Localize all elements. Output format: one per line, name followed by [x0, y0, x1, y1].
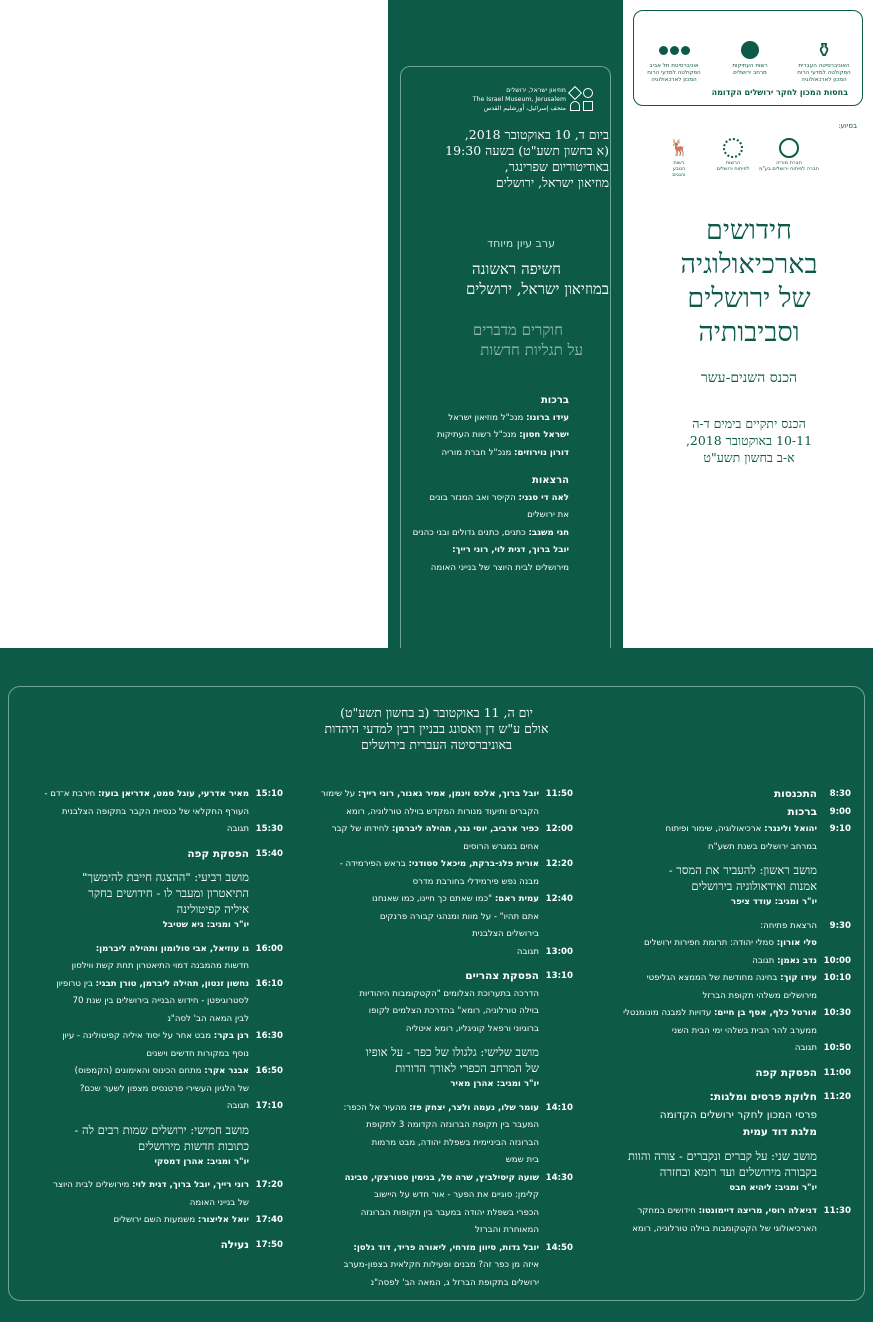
special-evening-label: ערב עיון מיוחד	[487, 237, 555, 250]
program-line: פרסי המכון לחקר ירושלים הקדומה	[659, 1108, 817, 1121]
program-description	[605, 1065, 817, 1083]
program-line	[605, 1089, 817, 1107]
program-line: של בנייני האומה	[189, 1197, 249, 1208]
ibex-icon: 🦌	[669, 138, 689, 157]
program-line	[317, 1170, 539, 1188]
program-description	[23, 1237, 249, 1255]
lecture-line: לאה די סגני: הקיסר ואב המנזר בונים	[429, 492, 569, 503]
program-description	[605, 1040, 817, 1058]
session-chair: יו"ר ומגיב: גיא שטיבל	[162, 920, 249, 930]
jda-icon	[723, 138, 743, 158]
support-label: בסיוע:	[838, 122, 857, 130]
program-line: חדשות מהמבנה דמוי התיאטרון תחת קשת ווילסון	[71, 961, 249, 971]
program-line	[317, 968, 539, 986]
program-item	[605, 970, 851, 1005]
program-line	[317, 856, 539, 874]
talk-title: בין טרופיון	[56, 978, 96, 989]
program-description	[605, 1203, 817, 1238]
program-item	[23, 1177, 283, 1212]
speaker-names: יהואל ולינגר:	[764, 824, 817, 834]
program-description	[605, 1005, 817, 1040]
talk-title: הרצאת פתיחה:	[760, 920, 817, 931]
program-line	[23, 1028, 249, 1046]
sponsorship-caption: בחסות המכון לחקר ירושלים הקדומה	[711, 88, 848, 97]
tel-aviv-university-logo: אוניברסיטת תל אביב הפקולטה למדעי הרוח המכון לארכאולוגיה	[638, 39, 710, 84]
session-title-line: איליה קפיטולינה	[176, 902, 249, 916]
session-title-line: בקבורה מירושלים ועד רומא ובחזרה	[659, 1164, 817, 1179]
program-time: 12:40	[545, 894, 573, 904]
session-title-line: כתובות חדשות מירושלים	[138, 1138, 249, 1153]
program-time: 15:30	[255, 824, 283, 834]
program-line: ירושלים בתקופת הברזל ג, המאה הב' לפסה"נ	[370, 1277, 539, 1288]
day-heading: יום ה, 11 באוקטובר (ב בחשון תשע"ט) אולם ע"ש דן וואסונג בבניין רבין למדעי היהדות באוניברסיטה העברית בירושלים	[324, 705, 549, 752]
program-description	[317, 821, 539, 856]
program-time: 17:20	[255, 1180, 283, 1190]
program-line: של הלגיון העשירי פרטנסיס מצפון לשער שכם?	[79, 1083, 249, 1094]
program-item	[23, 976, 283, 1029]
speaker-names: אבנר אקר:	[204, 1066, 249, 1076]
program-item	[317, 1100, 573, 1170]
conference-dates: הכנס יתקיים בימים ד-ה 10-11 באוקטובר 2018, א-ב בחשון תשע"ט	[685, 416, 813, 465]
program-time: 13:00	[545, 946, 573, 957]
talk-title: סמלי יהודה: תרומת חפירות ירושלים	[643, 938, 777, 948]
speaker-names: כפיר ארביב, יוסי נגר, תהילה ליברמן:	[391, 824, 539, 834]
program-line: ממערב להר הבית בשלהי ימי הבית השני	[671, 1025, 817, 1036]
program-time: 13:10	[545, 971, 573, 981]
program-description	[317, 891, 539, 944]
lectures-heading: הרצאות	[532, 475, 569, 486]
program-line	[605, 918, 817, 936]
antiquities-authority-logo: רשות העתיקות מרחב ירושלים	[714, 39, 786, 77]
program-line	[317, 1100, 539, 1118]
program-time: 11:50	[545, 789, 573, 799]
program-time: 17:10	[255, 1101, 283, 1111]
program-line	[23, 976, 249, 994]
program-item	[23, 1063, 283, 1098]
greeting-line: ישראל חסון: מנכ"ל רשות העתיקות	[436, 430, 569, 440]
speaker-names: מאיר אדרעי, עוגל סמט, אדריאן בועז:	[97, 789, 249, 799]
speaker-names: עמית ראם:	[494, 894, 539, 904]
program-item	[605, 804, 851, 822]
huji-candle-icon: ⚱	[815, 37, 833, 62]
session-title-line: מושב שני: על קברים ונקברים - צורה והוות	[627, 1148, 817, 1163]
program-time: 10:10	[823, 973, 851, 983]
program-line	[605, 804, 817, 822]
host-logos-box	[633, 10, 863, 106]
program-time: 11:20	[823, 1092, 851, 1102]
program-item	[605, 953, 851, 971]
talk-title: נעילה	[220, 1238, 249, 1251]
program-time: 10:30	[823, 1008, 851, 1018]
speaker-names: יואל אליצור:	[197, 1215, 249, 1225]
lectures-section	[399, 472, 569, 577]
speaker-names: רוני רייך, יובל ברוך, דגית לוי:	[132, 1180, 249, 1190]
talk-title: הפסקת קפה	[187, 847, 249, 860]
program-description	[605, 804, 817, 822]
program-line: איזה מן כפר זה? מבנים ופעילות חקלאית בצפון-מערב	[343, 1260, 539, 1270]
program-line: קלימן: סוגיים את הפער - אור חדש על היישוב	[374, 1190, 539, 1200]
program-description	[23, 846, 249, 864]
session-title-line: מושב שלישי: גלגולו של כפר - על אופיו	[365, 1045, 539, 1059]
program-description	[23, 976, 249, 1029]
program-item	[317, 856, 573, 891]
conference-title: חידושים בארכיאולוגיה של ירושלים וסביבותיה	[680, 215, 818, 348]
program-line	[605, 1005, 817, 1023]
program-line	[605, 1040, 817, 1058]
program-description	[317, 1240, 539, 1293]
program-line: הברונזה הביניימית בשפלת יהודה, מבט מרמות	[371, 1137, 539, 1148]
program-time: 16:30	[255, 1031, 283, 1041]
session-heading	[317, 1044, 573, 1094]
program-line: אחים במגרש הרוסים	[463, 841, 539, 852]
program-line	[23, 821, 249, 839]
session-chair: יו"ר ומגיב: עודד ציפר	[730, 897, 817, 907]
talk-title: "כמו שאתם כך חיינו, כמו שאנחנו	[372, 894, 495, 904]
speaker-names: יובל גדות, סיוון מזרחי, ליאורה פריד, דוד גלסן:	[353, 1242, 539, 1253]
talk-title: מירושלים לבית היוצר	[53, 1180, 133, 1190]
talk-title: חלוקת פרסים ומלגות:	[709, 1091, 817, 1103]
program-column-right	[605, 786, 851, 1238]
program-time	[817, 935, 851, 953]
greeting-line: עידו ברונו: מנכ"ל מוזיאון ישראל	[448, 412, 569, 423]
greetings-heading: ברכות	[540, 395, 569, 406]
program-line	[317, 1240, 539, 1258]
program-line	[605, 935, 817, 953]
program-time: 14:10	[545, 1102, 573, 1113]
program-line	[605, 1065, 817, 1083]
program-column-left	[23, 786, 283, 1254]
session-title-line: התיאטרון ומעבר לו - חידושים בחקר	[88, 886, 249, 900]
spacer	[23, 839, 283, 846]
lecture-line: מירושלים לבית היוצר של בנייני האומה	[430, 562, 569, 573]
program-description	[317, 786, 539, 821]
program-line: במרחב ירושלים בשנת תשע"ח	[708, 841, 817, 852]
program-time: 9:30	[829, 920, 851, 931]
program-line: הדרכה בתערוכת הצלומים "הקטקומבות היהודיות	[359, 988, 539, 999]
talk-title: בחינה מחודשת של הממצא הגליפטי	[646, 973, 781, 983]
talk-title: ברכות	[787, 805, 817, 818]
program-line	[317, 944, 539, 962]
program-description	[317, 968, 539, 1038]
program-time: 17:40	[255, 1215, 283, 1225]
program-item	[23, 821, 283, 839]
program-time: 17:50	[255, 1239, 283, 1250]
program-panel	[0, 648, 873, 1322]
museum-logo-text: מוזיאון ישראל, ירושלים The Israel Museum, Jerusalem متحف إسرائيل، أورشليم القدس	[472, 87, 566, 112]
program-line: העורף החקלאי של כנסיית הקבר בתקופה הצלבנית	[61, 806, 249, 817]
session-title-line: מושב חמישי: ירושלים שמות רבים לה -	[74, 1122, 249, 1137]
speaker-names: אורטל כלף, אסף בן חיים:	[714, 1008, 817, 1018]
speaker-names: יובל ברוך, אלכס וינמן, אמיר גאנור, רוני רייך:	[357, 789, 539, 799]
program-description	[317, 856, 539, 891]
spacer	[605, 1058, 851, 1065]
talk-title: מהעיר אל הכפר:	[343, 1102, 410, 1113]
program-description	[317, 1170, 539, 1240]
conference-subtitle: הכנס השנים-עשר	[700, 370, 798, 386]
program-line	[605, 786, 817, 804]
program-description	[605, 821, 817, 856]
talk-title: בראש הפירמידה -	[339, 859, 409, 869]
program-item	[23, 1237, 283, 1255]
program-line: הקברים ותיעוד מנורות המקדש בוילה טורלוניה, רומא	[346, 806, 539, 817]
program-description	[23, 1212, 249, 1230]
program-description	[23, 1063, 249, 1098]
session-title-line: מושב רביעי: "ההצגה חייבת להימשך"	[82, 870, 249, 884]
talk-title: תגובה	[794, 1043, 817, 1053]
speaker-names: עומר שלו, נעמה ולצר, יצחק פז:	[409, 1102, 539, 1113]
program-item	[605, 1065, 851, 1083]
program-description	[23, 1098, 249, 1116]
lecture-line: את ירושלים	[527, 510, 569, 520]
talk-title: על שימור	[321, 789, 358, 799]
program-time: 15:40	[255, 848, 283, 859]
program-line: הכפרי בשפלת יהודה במעבר בין תקופות הברונזה	[360, 1207, 539, 1218]
lecture-line: יובל ברוך, דגית לוי, רוני רייך:	[452, 545, 569, 555]
program-item	[317, 821, 573, 856]
program-item	[605, 1005, 851, 1040]
program-description	[605, 935, 817, 953]
program-line: לסטרוגיפטן - חידוש הבנייה בירושלים בין שנת 70	[72, 996, 249, 1006]
program-time: 10:50	[823, 1043, 851, 1053]
program-column-middle	[317, 786, 573, 1292]
greetings-section	[399, 392, 569, 462]
speaker-names: סלי אורון:	[776, 938, 817, 948]
researchers-subtitle: חוקרים מדברים על תגליות חדשות	[472, 321, 583, 359]
program-description	[23, 786, 249, 821]
spacer	[23, 1230, 283, 1237]
talk-title: תגובה	[752, 955, 778, 966]
program-line	[23, 1063, 249, 1081]
program-item	[23, 786, 283, 821]
spacer	[605, 1082, 851, 1089]
talk-title: לחידתו של קבר	[331, 824, 392, 834]
program-line: המאוחרת והברזל	[474, 1225, 539, 1235]
program-time: 12:20	[545, 859, 573, 869]
program-line: אתם תהיו" - על מוות ומנהגי קבורה פרנקים	[379, 911, 539, 922]
talk-title: תגובה	[226, 1101, 249, 1111]
program-line: מירושלים משלהי תקופת הברזל	[702, 990, 817, 1001]
talk-title: התכנסות	[773, 788, 817, 800]
program-line	[317, 821, 539, 839]
tau-circles-icon	[638, 39, 710, 61]
supporter-logos	[649, 138, 849, 178]
program-line	[23, 1177, 249, 1195]
program-time: 14:50	[545, 1242, 573, 1253]
program-line	[605, 970, 817, 988]
session-heading	[605, 862, 851, 912]
nature-parks-logo: 🦌 רשות הטבע והגנים	[669, 138, 689, 178]
program-time: 10:00	[823, 955, 851, 966]
session-chair: יו"ר ומגיב: אהרן מאיר	[450, 1079, 539, 1089]
program-item	[23, 941, 283, 976]
speaker-names: עידו קוך:	[780, 973, 817, 983]
museum-mark-icon	[570, 88, 596, 114]
program-time: 16:50	[255, 1066, 283, 1076]
program-line	[23, 1237, 249, 1255]
talk-title: הפסקת קפה	[755, 1066, 817, 1079]
speaker-names: דניאלה רוסי, מריצה דיימונטו:	[698, 1206, 817, 1216]
program-description	[23, 941, 249, 976]
talk-title: עדויות למבנה מונומנטלי	[623, 1008, 714, 1018]
program-time: 11:00	[823, 1067, 851, 1078]
talk-title: משמעות השם ירושלים	[113, 1215, 198, 1225]
talk-title: מתחם הכינוס והאימונים (הקמפוס)	[74, 1066, 205, 1076]
program-line	[317, 891, 539, 909]
program-line	[23, 1212, 249, 1230]
program-time: 9:00	[829, 806, 851, 817]
talk-title: תגובה	[226, 824, 249, 834]
talk-title: מבט אחר על יסוד איליה קפיטולינה - עיון	[62, 1031, 214, 1041]
program-time: 8:30	[829, 789, 851, 799]
program-description	[605, 1089, 817, 1142]
cover-panel	[623, 0, 873, 648]
speaker-names: שועה קיסילביץ, שרה סל, בנימין סטורצקי, סבינה	[344, 1172, 539, 1183]
program-line	[605, 953, 817, 971]
program-description	[605, 953, 817, 971]
program-description	[605, 970, 817, 1005]
program-item	[605, 935, 851, 953]
talk-title: הפסקת צהריים	[465, 970, 539, 982]
moriah-icon	[779, 138, 799, 158]
program-item	[317, 1170, 573, 1240]
antiquities-emblem-icon	[714, 39, 786, 61]
program-line: מבנה נפש פירמידלי בחורבת מדרס	[412, 876, 539, 887]
program-time: 15:10	[255, 789, 283, 799]
program-time: 9:10	[829, 824, 851, 834]
session-title-line: של המרחב הכפרי לאורך הדורות	[395, 1061, 539, 1075]
program-time: 12:00	[545, 824, 573, 834]
program-line: הארכיאולוגי של הקטקומבות בוילה טורלוניה, רומא	[632, 1223, 817, 1234]
session-chair: יו"ר ומגיב: אהרן דמסקי	[154, 1156, 249, 1167]
greeting-line: דורון נוירוזים: מנכ"ל חברת מוריה	[441, 447, 569, 458]
program-item	[317, 891, 573, 944]
talk-title: חירבת א־דם -	[44, 789, 98, 799]
session-heading	[23, 1122, 283, 1172]
speaker-names: אורית פלג-ברקת, מיכאל סטודני:	[408, 859, 539, 869]
program-time: 14:30	[545, 1172, 573, 1183]
program-line: לבין המאה הב' לסה"נ	[167, 1013, 249, 1024]
speaker-names: נחשון זנטון, תהילה ליברמן, טורן תבגי:	[95, 978, 249, 989]
speaker-names: גו עוזיאל, אבי סולומון ותהילה ליברמן:	[95, 943, 249, 954]
speaker-names: נדב נאמן:	[777, 955, 817, 966]
program-line	[605, 1203, 817, 1221]
session-heading	[23, 869, 283, 935]
spacer	[317, 961, 573, 968]
program-item	[605, 1089, 851, 1142]
session-title-line: אמנות ואידאולוגיה בירושלים	[691, 879, 817, 893]
program-item	[317, 786, 573, 821]
program-line: בירושלים הצלבנית	[472, 929, 539, 939]
program-description	[605, 786, 817, 804]
program-line	[23, 846, 249, 864]
host-logos	[634, 39, 864, 89]
program-time: 16:00	[255, 943, 283, 954]
program-line	[23, 1098, 249, 1116]
program-line: ברוגיוני ורפאל קוניגליו, רומא איטליה	[405, 1023, 539, 1034]
program-item	[23, 846, 283, 864]
program-line	[317, 786, 539, 804]
program-line: בית שמש	[505, 1155, 539, 1165]
speaker-names: רנן בקר:	[213, 1031, 249, 1041]
program-description	[317, 944, 539, 962]
moriah-logo: חברת מוריה חברה לפיתוח ירושלים בע"מ	[759, 138, 819, 172]
program-line: מלגת דוד עמית	[743, 1126, 817, 1138]
program-line: המעבר בין תקופת הברונזה הקדומה 3 לתקופת	[366, 1120, 539, 1130]
session-title-line: מושב ראשון: להעביר את המסר -	[668, 863, 817, 877]
session-heading	[605, 1148, 851, 1198]
program-time: 11:30	[823, 1206, 851, 1216]
program-item	[23, 1212, 283, 1230]
event-title: חשיפה ראשונה במוזיאון ישראל, ירושלים	[465, 260, 609, 298]
program-description	[317, 1100, 539, 1170]
lecture-line: חגי משגב: כתנים, כתנים גדולים ובני כהנים	[412, 527, 569, 538]
session-chair: יו"ר ומגיב: ליהיא חבס	[729, 1182, 817, 1193]
program-time: 16:10	[255, 978, 283, 989]
program-item	[317, 968, 573, 1038]
program-description	[23, 821, 249, 839]
program-item	[23, 1098, 283, 1116]
program-item	[605, 1040, 851, 1058]
program-description	[23, 1177, 249, 1212]
program-description	[605, 918, 817, 936]
program-description	[23, 1028, 249, 1063]
program-item	[605, 918, 851, 936]
jerusalem-development-logo: הרשות לפיתוח ירושלים	[703, 138, 763, 172]
program-item	[23, 1028, 283, 1063]
program-item	[605, 1203, 851, 1238]
invitation-panel	[388, 0, 623, 648]
program-line	[23, 941, 249, 959]
evening-date: ביום ד, 10 באוקטובר 2018, (א בחשון תשע"ט) בשעה 19:30 באודיטוריום שפרינגר, מוזיאון ישראל, ירושלים	[445, 127, 609, 190]
talk-title: ארכיאולוגיה, שימור ופיתוח	[665, 824, 765, 834]
hebrew-university-logo: ⚱ האוניברסיטה העברית הפקולטה למדעי הרוח המכון לארכאולוגיה	[788, 39, 860, 84]
program-line	[23, 786, 249, 804]
program-line: נוסף במקורות חדשים וישנים	[146, 1048, 249, 1059]
program-item	[605, 786, 851, 804]
israel-museum-logo	[456, 86, 606, 116]
program-line: בוילה טורלוניה, רומא" בהדרכת הצלמים לקופו	[368, 1006, 539, 1016]
program-item	[317, 1240, 573, 1293]
program-item	[317, 944, 573, 962]
program-item	[605, 821, 851, 856]
talk-title: תגובה	[516, 946, 539, 957]
program-line	[605, 821, 817, 839]
talk-title: חידושים במחקר	[637, 1206, 699, 1216]
